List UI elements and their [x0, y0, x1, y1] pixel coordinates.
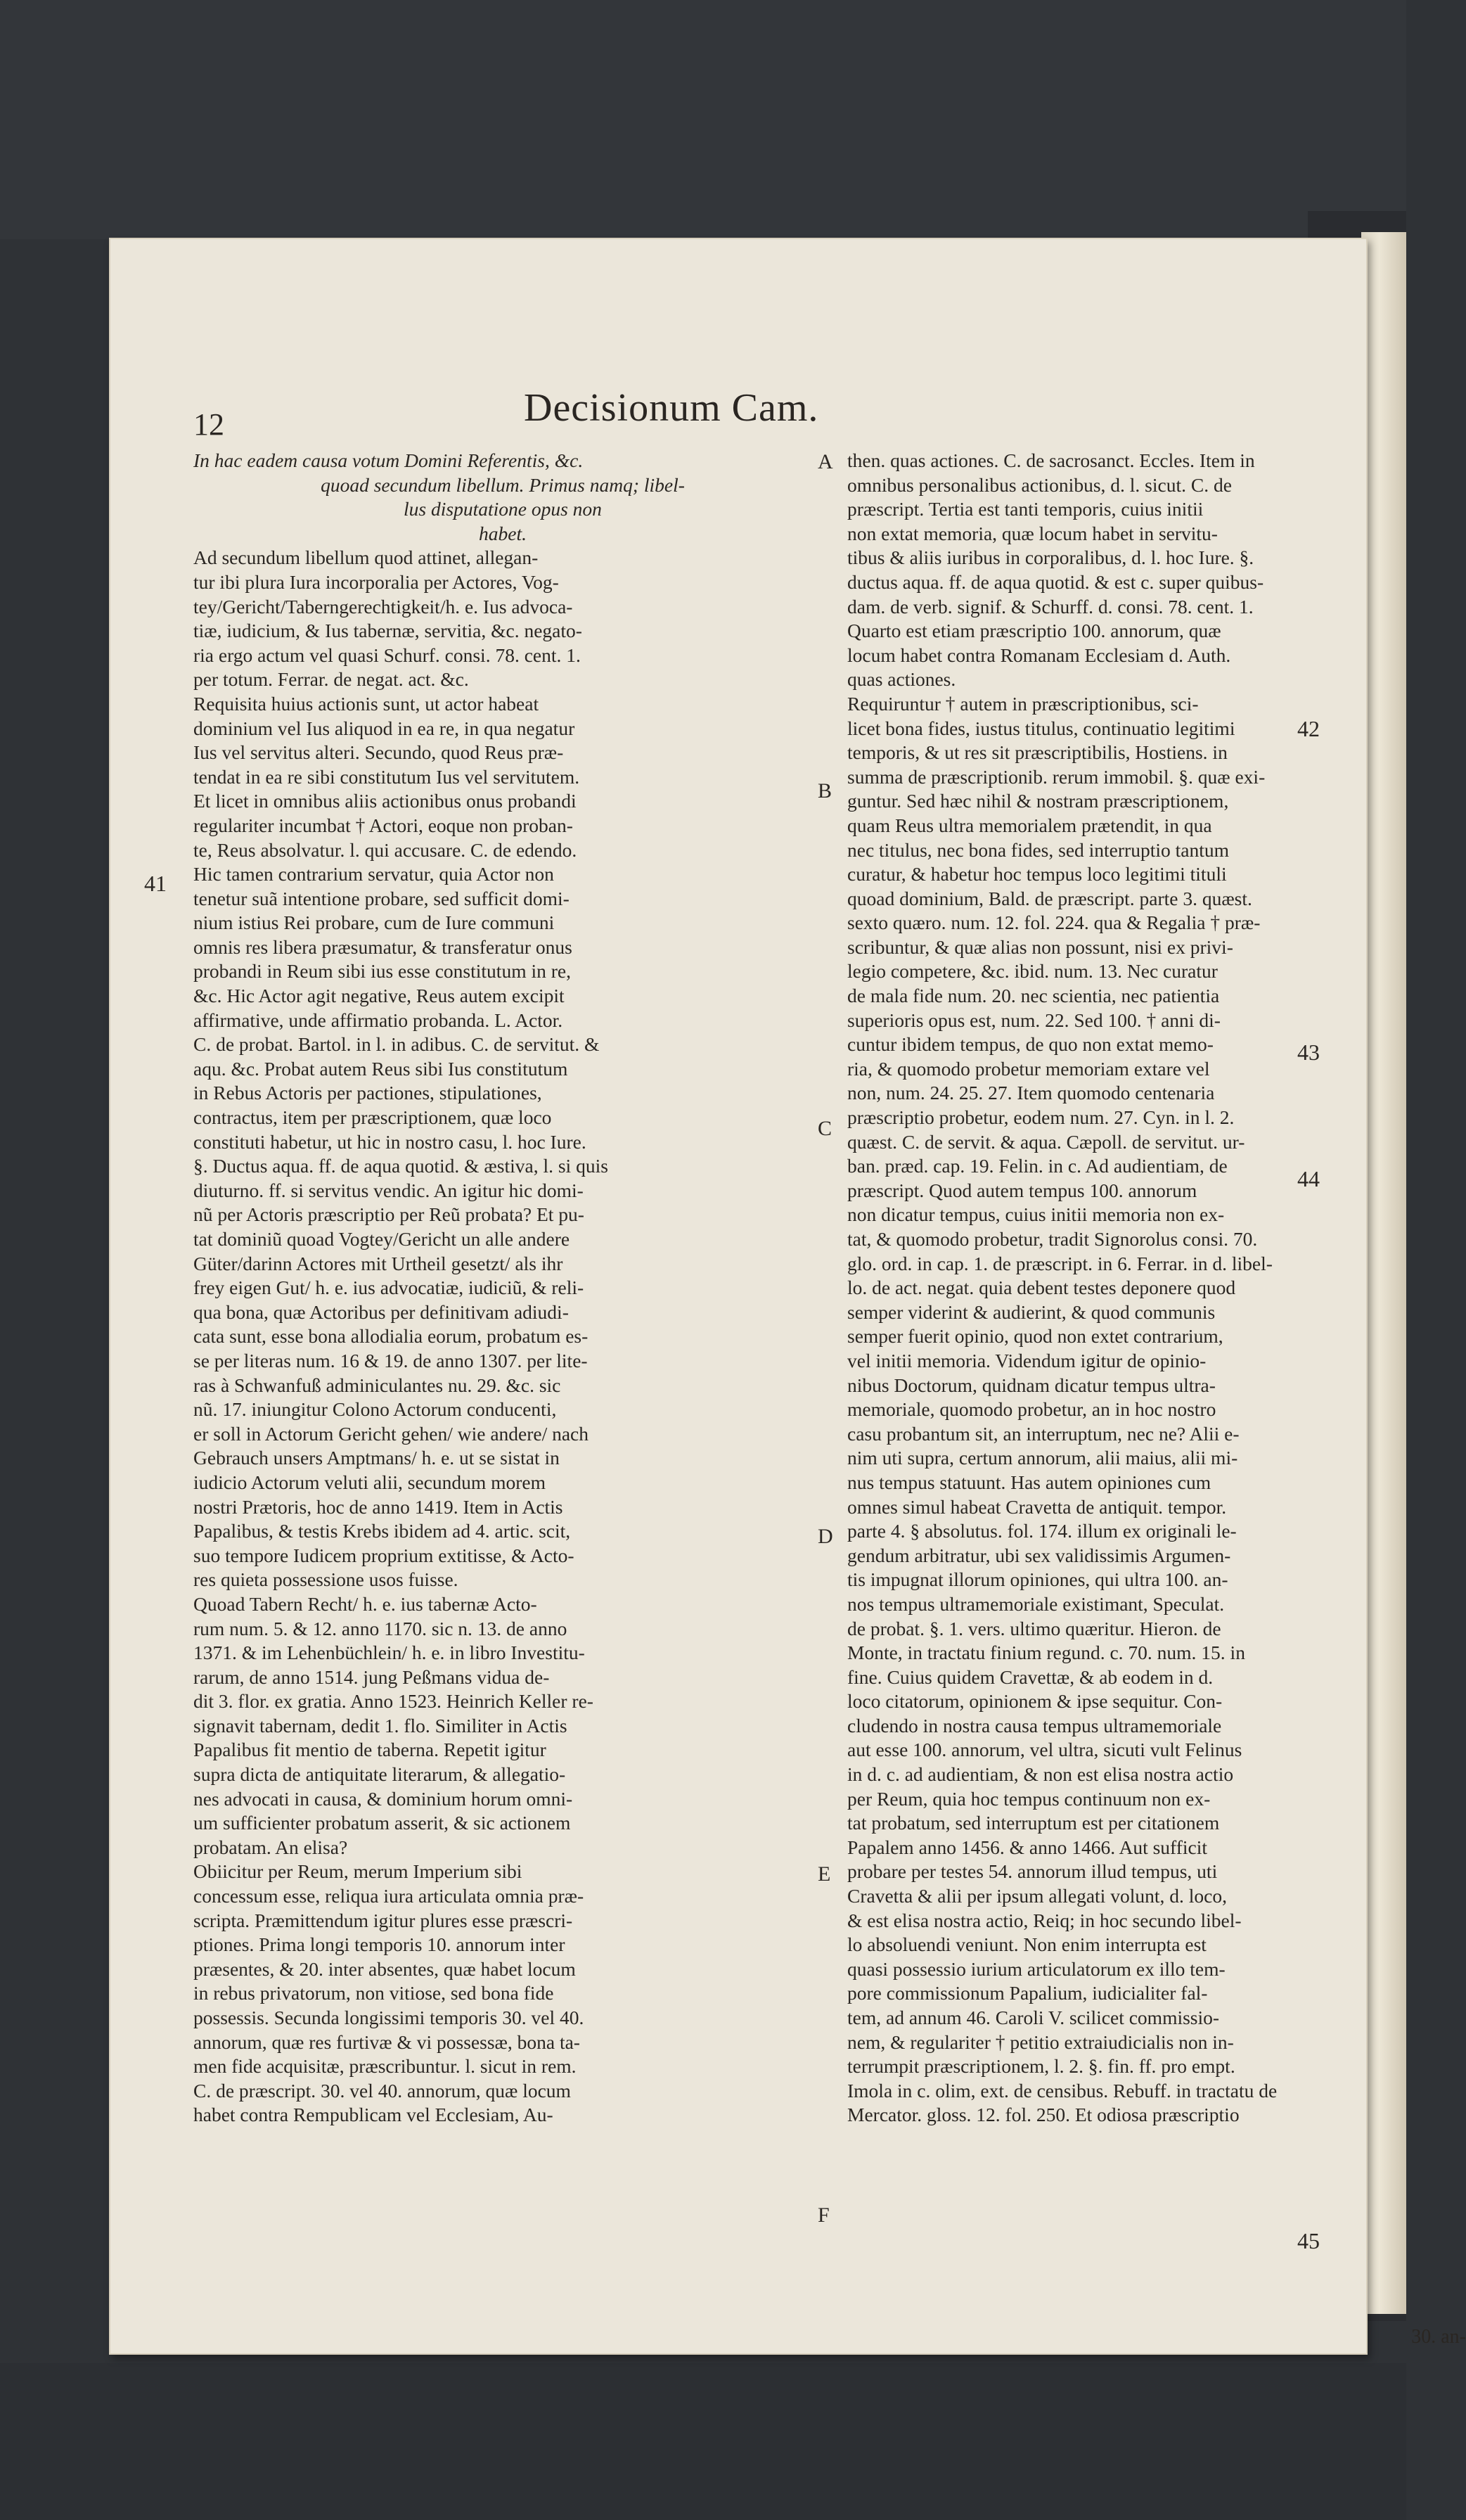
text-line: Cravetta & alii per ipsum allegati volunt, d. loco,	[847, 1885, 1227, 1907]
text-line: dam. de verb. signif. & Schurff. d. consi. 78. cent. 1.	[847, 595, 1254, 618]
text-line: ras à Schwanfuß adminiculantes nu. 29. &c. sic	[193, 1374, 561, 1396]
text-line: præsentes, & 20. inter absentes, quæ habet locum	[193, 1957, 576, 1980]
text-line: præscript. Tertia est tanti temporis, cuius initii	[847, 498, 1204, 520]
text-line: nus tempus statuunt. Has autem opiniones cum	[847, 1471, 1211, 1493]
text-line: concessum esse, reliqua iura articulata omnia præ-	[193, 1885, 584, 1907]
text-line: locum habet contra Romanam Ecclesiam d. Auth.	[847, 644, 1231, 666]
text-line: probare per testes 54. annorum illud tempus, uti	[847, 1860, 1218, 1883]
text-line: ptiones. Prima longi temporis 10. annorum inter	[193, 1933, 565, 1956]
text-line: superioris opus est, num. 22. Sed 100. † anni di-	[847, 1009, 1221, 1031]
text-line: nos tempus ultramemoriale existimant, Speculat.	[847, 1592, 1225, 1615]
text-line: qua bona, quæ Actoribus per definitivam adiudi-	[193, 1300, 569, 1323]
text-line: nibus Doctorum, quidnam dicatur tempus ultra-	[847, 1374, 1216, 1396]
section-heading	[193, 449, 812, 546]
text-line: ria, & quomodo probetur memoriam extare vel	[847, 1057, 1210, 1080]
section-marker-d: D	[818, 1525, 833, 1548]
text-line: omnibus personalibus actionibus, d. l. sicut. C. de	[847, 473, 1232, 496]
text-line: quoad dominium, Bald. de præscript. parte 3. quæst.	[847, 887, 1252, 909]
text-line: res quieta possessione usos fuisse.	[193, 1568, 458, 1591]
text-line: Monte, in tractatu finium regund. c. 70. num. 15. in	[847, 1642, 1245, 1664]
background-bottom	[0, 2363, 1406, 2520]
text-line: summa de præscriptionib. rerum immobil. §. quæ exi-	[847, 765, 1266, 788]
heading-line: In hac eadem causa votum Domini Referentis, &c.	[193, 449, 584, 471]
heading-line: quoad secundum libellum. Primus namq; libel-	[321, 473, 685, 496]
text-line: non extat memoria, quæ locum habet in servitu-	[847, 522, 1218, 544]
text-line: Güter/darinn Actores mit Urtheil gesetzt/ als ihr	[193, 1252, 563, 1274]
text-line: scripta. Præmittendum igitur plures esse præscri-	[193, 1909, 573, 1931]
text-line: Obiicitur per Reum, merum Imperium sibi	[193, 1860, 522, 1883]
text-line: curatur, & habetur hoc tempus loco legitimi tituli	[847, 863, 1227, 885]
text-line: Et licet in omnibus aliis actionibus onus probandi	[193, 790, 577, 812]
text-line: omnis res libera præsumatur, & transferatur onus	[193, 935, 572, 958]
text-line: contractus, item per præscriptionem, quæ loco	[193, 1106, 552, 1129]
text-line: rum num. 5. & 12. anno 1170. sic n. 13. de anno	[193, 1617, 567, 1639]
text-line: nem, & regulariter † petitio extraiudicialis non in-	[847, 2030, 1234, 2053]
running-head: Decisionum Cam.	[524, 386, 819, 430]
background-top	[0, 0, 1406, 239]
section-marker-c: C	[818, 1117, 832, 1140]
catchword: 30. an-	[1411, 2326, 1466, 2348]
text-line: men fide acquisitæ, præscribuntur. l. sicut in rem.	[193, 2055, 577, 2078]
text-line: temporis, & ut res sit præscriptibilis, Hostiens. in	[847, 741, 1228, 764]
section-marker-e: E	[818, 1862, 831, 1886]
text-line: lo absoluendi veniunt. Non enim interrupta est	[847, 1933, 1207, 1956]
text-line: non dicatur tempus, cuius initii memoria non ex-	[847, 1203, 1225, 1226]
text-line: iudicio Actorum veluti alii, secundum morem	[193, 1471, 546, 1493]
text-line: habet contra Rempublicam vel Ecclesiam, Au-	[193, 2104, 553, 2126]
text-line: sexto quæro. num. 12. fol. 224. qua & Regalia † præ-	[847, 912, 1261, 934]
right-column-text	[847, 449, 1466, 2128]
text-line: Quoad Tabern Recht/ h. e. ius tabernæ Acto-	[193, 1592, 537, 1615]
text-line: memoriale, quomodo probetur, an in hoc nostro	[847, 1398, 1216, 1421]
text-line: dominium vel Ius aliquod in ea re, in qua negatur	[193, 717, 575, 739]
text-line: annorum, quæ res furtivæ & vi possessæ, bona ta-	[193, 2030, 580, 2053]
text-line: regulariter incumbat † Actori, eoque non proban-	[193, 814, 573, 836]
text-line: te, Reus absolvatur. l. qui accusare. C. de edendo.	[193, 838, 577, 861]
text-line: tenetur suã intentione probare, sed sufficit domi-	[193, 887, 570, 909]
text-line: then. quas actiones. C. de sacrosanct. Eccles. Item in	[847, 449, 1255, 471]
text-line: tis impugnat illorum opiniones, qui ultra 100. an-	[847, 1568, 1228, 1591]
text-line: & est elisa nostra actio, Reiq; in hoc secundo libel-	[847, 1909, 1242, 1931]
text-line: per totum. Ferrar. de negat. act. &c.	[193, 668, 469, 691]
text-line: quam Reus ultra memorialem prætendit, in qua	[847, 814, 1212, 836]
text-line: signavit tabernam, dedit 1. flo. Similiter in Actis	[193, 1714, 567, 1737]
heading-line: lus disputatione opus non	[404, 498, 602, 520]
text-line: Quarto est etiam præscriptio 100. annorum, quæ	[847, 620, 1221, 642]
right-column	[847, 449, 1466, 2348]
text-line: constituti habetur, ut hic in nostro casu, l. hoc Iure.	[193, 1130, 586, 1153]
text-line: de probat. §. 1. vers. ultimo quæritur. Hieron. de	[847, 1617, 1221, 1639]
section-marker-b: B	[818, 779, 832, 802]
text-line: præscriptio probetur, eodem num. 27. Cyn. in l. 2.	[847, 1106, 1235, 1129]
text-line: cludendo in nostra causa tempus ultramemoriale	[847, 1714, 1222, 1737]
text-line: Imola in c. olim, ext. de censibus. Rebuff. in tractatu de	[847, 2079, 1278, 2102]
text-line: semper viderint & audierint, & quod communis	[847, 1300, 1216, 1323]
text-line: diuturno. ff. si servitus vendic. An igitur hic domi-	[193, 1179, 584, 1201]
text-line: Ius vel servitus alteri. Secundo, quod Reus præ-	[193, 741, 564, 764]
text-line: §. Ductus aqua. ff. de aqua quotid. & æstiva, l. si quis	[193, 1155, 608, 1177]
text-line: Requiruntur † autem in præscriptionibus, sci-	[847, 692, 1199, 715]
text-line: nium istius Rei probare, cum de Iure communi	[193, 912, 555, 934]
text-line: aqu. &c. Probat autem Reus sibi Ius constitutum	[193, 1057, 568, 1080]
text-line: in rebus privatorum, non vitiose, sed bona fide	[193, 1982, 554, 2004]
heading-line: habet.	[479, 522, 527, 544]
text-line: tiæ, iudicium, & Ius tabernæ, servitia, &c. negato-	[193, 620, 582, 642]
text-line: gendum arbitratur, ubi sex validissimis Argumen-	[847, 1544, 1231, 1566]
text-line: tey/Gericht/Taberngerechtigkeit/h. e. Ius advoca-	[193, 595, 573, 618]
text-line: semper fuerit opinio, quod non extet contrarium,	[847, 1325, 1223, 1348]
section-marker-f: F	[818, 2204, 830, 2227]
text-line: terrumpit præscriptionem, l. 2. §. fin. ff. pro empt.	[847, 2055, 1235, 2078]
margin-number-43: 43	[1297, 1040, 1320, 1065]
text-line: Requisita huius actionis sunt, ut actor habeat	[193, 692, 539, 715]
text-line: rarum, de anno 1514. jung Peßmans vidua de-	[193, 1665, 550, 1688]
section-marker-a: A	[818, 450, 833, 473]
text-line: probatam. An elisa?	[193, 1836, 348, 1858]
text-line: cuntur ibidem tempus, de quo non extat memo-	[847, 1033, 1214, 1056]
text-line: fine. Cuius quidem Cravettæ, & ab eodem in d.	[847, 1665, 1214, 1688]
text-line: aut esse 100. annorum, vel ultra, sicuti vult Felinus	[847, 1739, 1242, 1761]
text-line: quas actiones.	[847, 668, 956, 691]
text-line: probandi in Reum sibi ius esse constitutum in re,	[193, 960, 571, 983]
text-line: C. de præscript. 30. vel 40. annorum, quæ locum	[193, 2079, 571, 2102]
text-line: guntur. Sed hæc nihil & nostram præscriptionem,	[847, 790, 1229, 812]
text-line: scribuntur, & quæ alias non possunt, nisi ex privi-	[847, 935, 1233, 958]
text-line: affirmative, unde affirmatio probanda. L. Actor.	[193, 1009, 563, 1031]
text-line: in Rebus Actoris per pactiones, stipulationes,	[193, 1082, 542, 1104]
text-line: 1371. & im Lehenbüchlein/ h. e. in libro Investitu-	[193, 1642, 585, 1664]
text-line: tendat in ea re sibi constitutum Ius vel servitutem.	[193, 765, 580, 788]
text-line: Gebrauch unsers Amptmans/ h. e. ut se sistat in	[193, 1447, 560, 1469]
text-line: nũ per Actoris præscriptio per Reũ probata? Et pu-	[193, 1203, 584, 1226]
text-line: C. de probat. Bartol. in l. in adibus. C. de servitut. &	[193, 1033, 600, 1056]
text-line: supra dicta de antiquitate literarum, & allegatio-	[193, 1763, 566, 1786]
text-line: er soll in Actorum Gericht gehen/ wie andere/ nach	[193, 1422, 589, 1445]
text-line: vel initii memoria. Videndum igitur de opinio-	[847, 1349, 1207, 1371]
text-line: pore commissionum Papalium, iudicialiter fal-	[847, 1982, 1208, 2004]
margin-number-42: 42	[1297, 716, 1320, 741]
text-line: non, num. 24. 25. 27. Item quomodo centenaria	[847, 1082, 1215, 1104]
text-line: parte 4. § absolutus. fol. 174. illum ex originali le-	[847, 1520, 1237, 1542]
text-line: frey eigen Gut/ h. e. ius advocatiæ, iudiciũ, & reli-	[193, 1277, 584, 1299]
text-line: se per literas num. 16 & 19. de anno 1307. per lite-	[193, 1349, 588, 1371]
text-line: possessis. Secunda longissimi temporis 30. vel 40.	[193, 2007, 584, 2028]
left-column-text	[193, 546, 812, 2128]
text-line: tat dominiũ quoad Vogtey/Gericht un alle andere	[193, 1228, 570, 1250]
text-line: licet bona fides, iustus titulus, continuatio legitimi	[847, 717, 1235, 739]
text-line: dit 3. flor. ex gratia. Anno 1523. Heinrich Keller re-	[193, 1690, 593, 1713]
text-line: ductus aqua. ff. de aqua quotid. & est c. super quibus-	[847, 570, 1264, 593]
text-line: tem, ad annum 46. Caroli V. scilicet commissio-	[847, 2007, 1220, 2028]
text-line: Mercator. gloss. 12. fol. 250. Et odiosa præscriptio	[847, 2104, 1240, 2126]
text-line: nim uti supra, certum annorum, alii maius, alii mi-	[847, 1447, 1238, 1469]
text-line: nũ. 17. iniungitur Colono Actorum conducenti,	[193, 1398, 557, 1421]
text-line: præscript. Quod autem tempus 100. annorum	[847, 1179, 1197, 1201]
text-line: in d. c. ad audientiam, & non est elisa nostra actio	[847, 1763, 1234, 1786]
text-line: nostri Prætoris, hoc de anno 1419. Item in Actis	[193, 1495, 563, 1518]
text-line: per Reum, quia hoc tempus continuum non ex-	[847, 1787, 1211, 1810]
text-line: lo. de act. negat. quia debent testes deponere quod	[847, 1277, 1236, 1299]
text-line: tur ibi plura Iura incorporalia per Actores, Vog-	[193, 570, 559, 593]
text-line: Papalibus, & testis Krebs ibidem ad 4. artic. scit,	[193, 1520, 571, 1542]
text-line: de mala fide num. 20. nec scientia, nec patientia	[847, 985, 1220, 1007]
page-content	[144, 385, 1466, 2348]
left-column	[193, 449, 812, 2128]
text-line: ria ergo actum vel quasi Schurf. consi. 78. cent. 1.	[193, 644, 581, 666]
text-line: Papalibus fit mentio de taberna. Repetit igitur	[193, 1739, 546, 1761]
text-line: nec titulus, nec bona fides, sed interruptio tantum	[847, 838, 1229, 861]
text-line: suo tempore Iudicem proprium extitisse, & Acto-	[193, 1544, 574, 1566]
text-line: Hic tamen contrarium servatur, quia Actor non	[193, 863, 554, 885]
margin-number-44: 44	[1297, 1166, 1320, 1191]
text-line: ban. præd. cap. 19. Felin. in c. Ad audientiam, de	[847, 1155, 1228, 1177]
text-line: cata sunt, esse bona allodialia eorum, probatum es-	[193, 1325, 589, 1348]
text-line: &c. Hic Actor agit negative, Reus autem excipit	[193, 985, 565, 1007]
text-line: tibus & aliis iuribus in corporalibus, d. l. hoc Iure. §.	[847, 546, 1254, 569]
text-line: casu probantum sit, an interruptum, nec ne? Alii e-	[847, 1422, 1240, 1445]
text-line: omnes simul habeat Cravetta de antiquit. tempor.	[847, 1495, 1227, 1518]
page-number: 12	[193, 407, 224, 442]
text-line: Papalem anno 1456. & anno 1466. Aut sufficit	[847, 1836, 1207, 1858]
text-line: glo. ord. in cap. 1. de præscript. in 6. Ferrar. in d. libel-	[847, 1252, 1273, 1274]
text-line: loco citatorum, opinionem & ipse sequitur. Con-	[847, 1690, 1223, 1713]
text-line: quasi possessio iurium articulatorum ex illo tem-	[847, 1957, 1226, 1980]
text-line: Ad secundum libellum quod attinet, allegan-	[193, 546, 539, 569]
text-line: quæst. C. de servit. & aqua. Cæpoll. de servitut. ur-	[847, 1130, 1245, 1153]
text-line: um sufficienter probatum asserit, & sic actionem	[193, 1812, 571, 1834]
text-line: tat, & quomodo probetur, tradit Signorolus consi. 70.	[847, 1228, 1258, 1250]
text-line: tat probatum, sed interruptum est per citationem	[847, 1812, 1220, 1834]
margin-number-41: 41	[144, 871, 167, 896]
text-line: legio competere, &c. ibid. num. 13. Nec curatur	[847, 960, 1218, 983]
text-line: nes advocati in causa, & dominium horum omni-	[193, 1787, 573, 1810]
book-page	[109, 238, 1466, 2355]
margin-number-45: 45	[1297, 2228, 1320, 2253]
